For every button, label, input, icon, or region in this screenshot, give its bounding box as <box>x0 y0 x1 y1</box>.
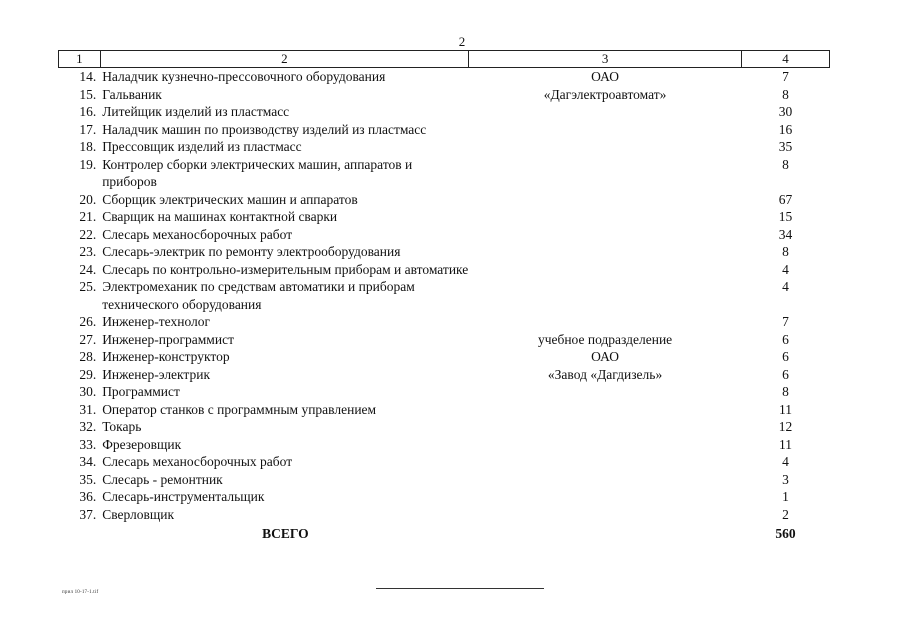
quantity: 30 <box>778 104 793 119</box>
table-row <box>59 418 830 436</box>
table-row <box>59 331 830 349</box>
profession-name: Сварщик на машинах контактной сварки <box>102 209 338 224</box>
table-row <box>59 86 830 104</box>
col-header-2: 2 <box>100 51 468 68</box>
profession-name: Литейщик изделий из пластмасс <box>102 104 290 119</box>
quantity: 8 <box>782 244 789 259</box>
total-value: 560 <box>775 526 796 541</box>
organization <box>469 261 742 279</box>
profession-name: Прессовщик изделий из пластмасс <box>102 139 302 154</box>
organization <box>469 436 742 454</box>
row-number: 14. <box>79 69 97 84</box>
table-row <box>59 401 830 419</box>
profession-name: Гальваник <box>102 86 162 102</box>
row-number: 21. <box>79 209 97 224</box>
quantity: 6 <box>782 366 789 382</box>
table-row <box>59 68 830 86</box>
row-number: 27. <box>79 331 97 347</box>
row-number: 28. <box>79 349 97 364</box>
table-row <box>59 121 830 139</box>
organization <box>469 226 742 244</box>
row-number: 16. <box>79 104 97 119</box>
table-row <box>59 471 830 489</box>
row-number: 22. <box>79 226 97 242</box>
row-number: 37. <box>79 506 97 522</box>
profession-name: Слесарь-инструментальщик <box>102 489 265 504</box>
row-number: 35. <box>79 471 97 487</box>
row-number: 18. <box>79 139 97 154</box>
col-header-1: 1 <box>59 51 101 68</box>
profession-name: Сверловщик <box>102 506 175 522</box>
quantity: 2 <box>782 506 789 522</box>
profession-name: Слесарь механосборочных работ <box>102 226 293 242</box>
quantity: 67 <box>778 191 793 207</box>
table-row <box>59 208 830 226</box>
quantity: 34 <box>778 226 793 242</box>
table-row <box>59 313 830 331</box>
organization <box>469 156 742 191</box>
organization <box>469 313 742 331</box>
row-number: 23. <box>79 244 97 259</box>
table-row <box>59 138 830 156</box>
profession-name: Слесарь-электрик по ремонту электрооборудования <box>102 244 401 259</box>
row-number: 36. <box>79 489 97 504</box>
quantity: 16 <box>778 121 793 137</box>
row-number: 34. <box>79 454 97 469</box>
organization <box>469 453 742 471</box>
profession-name: Инженер-технолог <box>102 314 211 329</box>
quantity: 8 <box>782 86 789 102</box>
quantity: 7 <box>782 314 789 329</box>
total-row <box>59 523 830 543</box>
table-body <box>59 68 830 524</box>
table-row <box>59 348 830 366</box>
profession-name: Контролер сборки электрических машин, аппаратов и приборов <box>102 156 413 189</box>
profession-name: Инженер-электрик <box>102 366 211 382</box>
professions-table <box>58 50 830 543</box>
footer-code: прил 10-17-1.tif <box>62 590 99 595</box>
profession-name: Фрезеровщик <box>102 436 182 452</box>
profession-name: Сборщик электрических машин и аппаратов <box>102 191 358 207</box>
quantity: 4 <box>782 454 789 469</box>
table-row <box>59 506 830 524</box>
organization <box>469 506 742 524</box>
table-row <box>59 278 830 313</box>
profession-name: Инженер-конструктор <box>102 349 230 364</box>
organization <box>469 471 742 489</box>
row-number: 32. <box>79 419 97 434</box>
row-number: 19. <box>79 156 97 172</box>
col-header-4: 4 <box>741 51 829 68</box>
table-row <box>59 191 830 209</box>
organization <box>469 191 742 209</box>
profession-name: Программист <box>102 384 180 399</box>
quantity: 11 <box>778 401 792 417</box>
organization <box>469 103 742 121</box>
quantity: 3 <box>782 471 789 487</box>
quantity: 35 <box>778 139 793 154</box>
table-row <box>59 383 830 401</box>
quantity: 11 <box>778 436 792 452</box>
quantity: 12 <box>778 419 793 434</box>
organization <box>469 401 742 419</box>
profession-name: Оператор станков с программным управлением <box>102 401 377 417</box>
row-number: 24. <box>79 261 97 277</box>
organization <box>469 243 742 261</box>
profession-name: Электромеханик по средствам автоматики и приборам технического оборудования <box>102 279 415 312</box>
organization: «Дагэлектроавтомат» <box>543 86 667 102</box>
table-row <box>59 243 830 261</box>
quantity: 4 <box>782 261 789 277</box>
profession-name: Слесарь механосборочных работ <box>102 454 293 469</box>
profession-name: Наладчик машин по производству изделий из пластмасс <box>102 121 427 137</box>
organization <box>469 488 742 506</box>
table-row <box>59 103 830 121</box>
quantity: 15 <box>778 209 793 224</box>
table-header-row <box>59 51 830 68</box>
row-number: 33. <box>79 436 97 452</box>
quantity: 6 <box>782 349 789 364</box>
row-number: 20. <box>79 191 97 207</box>
profession-name: Наладчик кузнечно-прессовочного оборудования <box>102 69 386 84</box>
row-number: 30. <box>79 384 97 399</box>
total-label: ВСЕГО <box>262 526 309 541</box>
profession-name: Слесарь по контрольно-измерительным приборам и автоматике <box>102 261 469 277</box>
quantity: 6 <box>782 331 789 347</box>
organization: ОАО <box>591 69 620 84</box>
profession-name: Слесарь - ремонтник <box>102 471 223 487</box>
row-number: 29. <box>79 366 97 382</box>
row-number: 25. <box>79 279 97 294</box>
organization <box>469 383 742 401</box>
table-row <box>59 436 830 454</box>
table-row <box>59 261 830 279</box>
organization: учебное подразделение <box>537 331 673 347</box>
col-header-3: 3 <box>469 51 742 68</box>
quantity: 1 <box>782 489 789 504</box>
quantity: 8 <box>782 384 789 399</box>
profession-name: Токарь <box>102 419 142 434</box>
row-number: 15. <box>79 86 97 102</box>
organization <box>469 208 742 226</box>
quantity: 7 <box>782 69 789 84</box>
organization: «Завод «Дагдизель» <box>547 366 663 382</box>
page-number: 2 <box>458 34 466 49</box>
table-row <box>59 156 830 191</box>
quantity: 8 <box>782 156 789 172</box>
organization <box>469 278 742 313</box>
table-row <box>59 453 830 471</box>
organization <box>469 121 742 139</box>
organization <box>469 138 742 156</box>
organization: ОАО <box>591 349 620 364</box>
profession-name: Инженер-программист <box>102 331 234 347</box>
table-row <box>59 488 830 506</box>
organization <box>469 418 742 436</box>
table-row <box>59 366 830 384</box>
bottom-divider <box>376 588 544 589</box>
row-number: 17. <box>79 121 97 137</box>
quantity: 4 <box>782 279 789 294</box>
row-number: 31. <box>79 401 97 417</box>
table-row <box>59 226 830 244</box>
row-number: 26. <box>79 314 97 329</box>
